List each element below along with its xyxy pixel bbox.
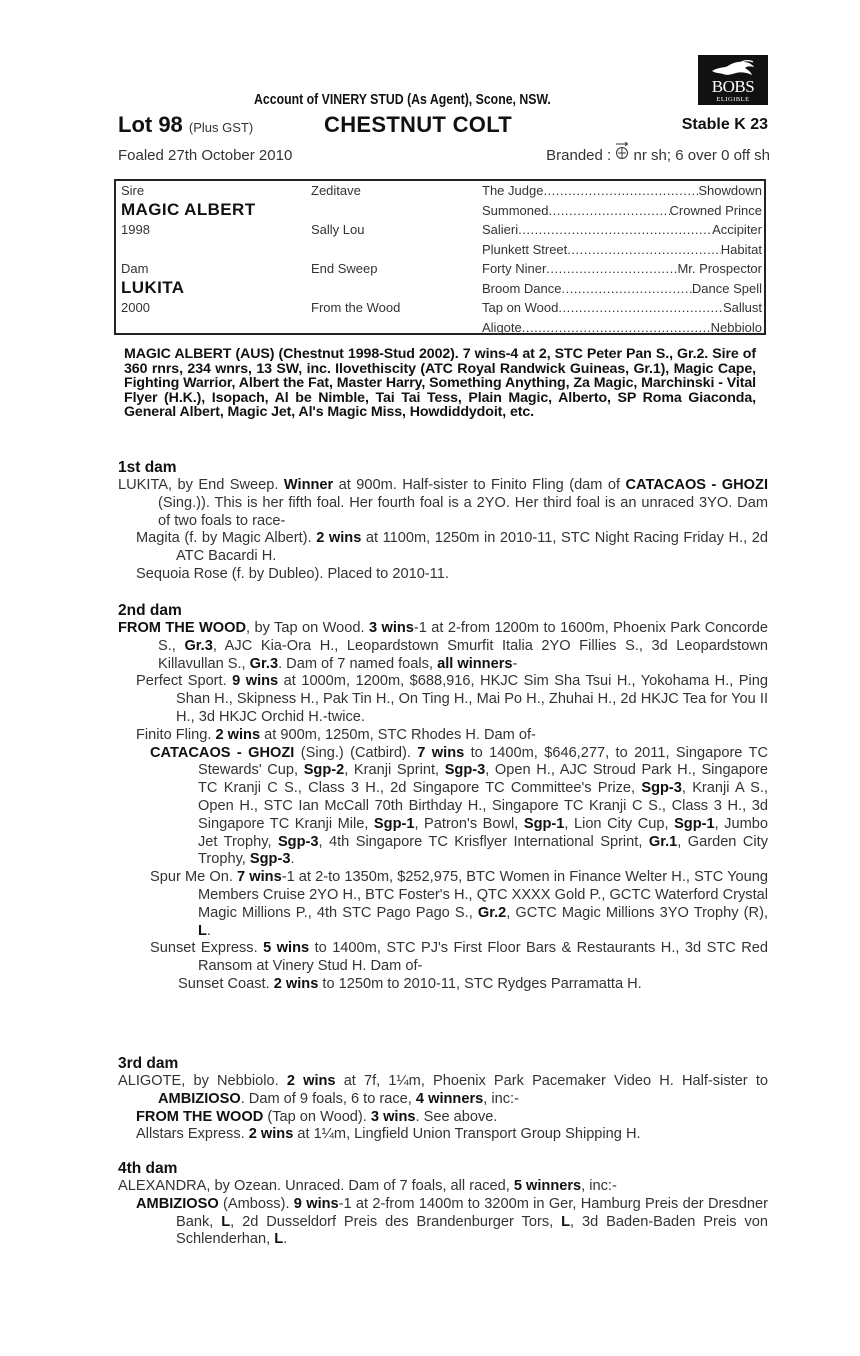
- branded-prefix: Branded :: [546, 147, 612, 164]
- brand-description: [546, 147, 770, 164]
- bobs-eligible-logo: [698, 55, 768, 105]
- gen3-sire: Sallust: [722, 300, 762, 315]
- sire-summary: MAGIC ALBERT (AUS) (Chestnut 1998-Stud 2002). 7 wins-4 at 2, STC Peter Pan S., Gr.2. Sire of 360 rnrs, 234 wnrs, 13 SW, inc. Ilovethiscity (ATC Royal Randwick Guineas, Gr.1), Magic Cape, Fighting Warrior, Albert the Fat, Master Harry, Something Anything, Za Magic, Marchinski - Vital Flyer (H.K.), Isopach, Al be Nimble, Tai Tai Tess, Plain Magic, Alberto, SP Roma Giaconda, General Albert, Magic Jet, Al's Magic Miss, Howdiddydoit, etc.: [124, 346, 756, 420]
- section-heading: 1st dam: [118, 459, 177, 476]
- gen3-sire: Mr. Prospector: [677, 261, 762, 276]
- pedigree-table: [114, 179, 766, 335]
- horse-icon: [710, 59, 756, 79]
- fourth-dam-section: [118, 1160, 768, 1249]
- gen3-row: [482, 320, 762, 335]
- gen3-sire: Showdown: [698, 183, 762, 198]
- great-grandprogeny-entry: Sunset Coast. 2 wins to 1250m to 2010-11, STC Rydges Parramatta H.: [178, 975, 642, 992]
- gen3-row: [482, 203, 762, 218]
- dam-description: ALEXANDRA, by Ozean. Unraced. Dam of 7 foals, all raced, 5 winners, inc:-: [118, 1178, 617, 1194]
- lot-number: [118, 112, 253, 138]
- gen3-sire: Nebbiolo: [710, 319, 762, 335]
- gen3-name: Summoned: [482, 202, 549, 218]
- gen3-row: [482, 183, 762, 198]
- sire-dam: Sally Lou: [311, 222, 365, 237]
- second-dam-section: [118, 602, 768, 994]
- dam-description: LUKITA, by End Sweep. Winner at 900m. Half-sister to Finito Fling (dam of CATACAOS - GHOZI (Sing.)). This is her fifth foal. Her fourth foal is a 2YO. Her third foal is an unraced 3YO. Dam of two foals to race-: [118, 477, 768, 529]
- logo-brand: BOBS: [711, 77, 755, 96]
- section-heading: 3rd dam: [118, 1055, 179, 1072]
- branded-suffix: nr sh; 6 over 0 off sh: [633, 147, 770, 164]
- lot-gst-note: (Plus GST): [188, 120, 254, 135]
- gen3-name: The Judge: [482, 183, 544, 198]
- lot-label: Lot 98: [118, 112, 183, 137]
- progeny-entry: Sequoia Rose (f. by Dubleo). Placed to 2010-11.: [136, 565, 449, 582]
- gen3-name: Broom Dance: [482, 280, 562, 296]
- brand-symbol-icon: [615, 147, 629, 161]
- first-dam-section: [118, 459, 768, 584]
- dam-description: FROM THE WOOD, by Tap on Wood. 3 wins-1 at 2-from 1200m to 1600m, Phoenix Park Concorde S., Gr.3, AJC Kia-Ora H., Leopardstown Smurfit Italia 2YO Fillies S., 3d Leopardstown Killavullan S., Gr.3. Dam of 7 named foals, all winners-: [118, 620, 768, 672]
- grandprogeny-entry: CATACAOS - GHOZI (Sing.) (Catbird). 7 wins to 1400m, $646,277, to 2011, Singapore TC Stewards' Cup, Sgp-2, Kranji Sprint, Sgp-3, Open H., AJC Stroud Park H., Singapore TC Kranji C S., Class 3 H., 2d Singapore TC Committee's Prize, Sgp-3, Kranji A S., Open H., STC Ian McCall 70th Birthday H., Singapore TC Kranji C S., Class 3 H., 3d Singapore TC Kranji Mile, Sgp-1, Patron's Bowl, Sgp-1, Lion City Cup, Sgp-1, Jumbo Jet Trophy, Sgp-3, 4th Singapore TC Krisflyer International Sprint, Gr.1, Garden City Trophy, Sgp-3.: [150, 744, 768, 868]
- gen3-name: Salieri: [482, 222, 519, 237]
- progeny-entry: AMBIZIOSO (Amboss). 9 wins-1 at 2-from 1400m to 3200m in Ger, Hamburg Preis der Dresdner Bank, L, 2d Dusseldorf Preis des Brandenburger Tors, L, 3d Baden-Baden Preis von Schlenderhan, L.: [136, 1195, 768, 1248]
- dam-description: ALIGOTE, by Nebbiolo. 2 wins at 7f, 1¼m, Phoenix Park Pacemaker Video H. Half-sister to AMBIZIOSO. Dam of 9 foals, 6 to race, 4 winners, inc:-: [118, 1073, 768, 1107]
- sire-name: MAGIC ALBERT: [121, 200, 256, 219]
- progeny-entry: Perfect Sport. 9 wins at 1000m, 1200m, $688,916, HKJC Sim Sha Tsui H., Yokohama H., Ping Shan H., Skipness H., Pak Tin H., On Ting H., Mai Po H., Zhuhai H., 2d HKJC Tea for You II H., 3d HKJC Orchid H.-twice.: [136, 673, 769, 725]
- dam-year: 2000: [121, 300, 150, 315]
- sire-year: 1998: [121, 222, 150, 237]
- grandprogeny-entry: Spur Me On. 7 wins-1 at 2-to 1350m, $252,975, BTC Women in Finance Welter H., STC Young Members Cruise 2YO H., BTC Foster's H., QTC XXXX Gold P., GCTC Waterford Crystal Magic Millions P., 4th STC Pago Pago S., Gr.2, GCTC Magic Millions 3YO Trophy (R), L.: [150, 869, 768, 939]
- dam-dam: From the Wood: [311, 300, 401, 315]
- progeny-entry: Allstars Express. 2 wins at 1¼m, Lingfield Union Transport Group Shipping H.: [136, 1126, 641, 1143]
- gen3-sire: Accipiter: [712, 222, 762, 237]
- vendor-account: Account of VINERY STUD (As Agent), Scone, NSW.: [254, 91, 551, 108]
- sire-label: Sire: [121, 183, 145, 198]
- gen3-row: [482, 242, 762, 257]
- gen3-sire: Crowned Prince: [669, 202, 762, 218]
- gen3-sire: Dance Spell: [691, 280, 762, 296]
- progeny-entry: Magita (f. by Magic Albert). 2 wins at 1100m, 1250m in 2010-11, STC Night Racing Friday H., 2d ATC Bacardi H.: [136, 530, 768, 565]
- third-dam-section: [118, 1055, 768, 1144]
- gen3-name: Tap on Wood: [482, 300, 559, 315]
- grandprogeny-entry: Sunset Express. 5 wins to 1400m, STC PJ's First Floor Bars & Restaurants H., 3d STC Red Ransom at Vinery Stud H. Dam of-: [150, 940, 768, 975]
- gen3-row: [482, 300, 762, 315]
- gen3-name: Aligote: [482, 319, 522, 335]
- sire-sire: Zeditave: [311, 183, 361, 198]
- gen3-sire: Habitat: [720, 241, 762, 257]
- section-heading: 2nd dam: [118, 602, 182, 619]
- gen3-row: [482, 222, 762, 237]
- lot-line: [118, 112, 768, 140]
- logo-sub: ELIGIBLE: [716, 96, 750, 103]
- gen3-name: Plunkett Street: [482, 241, 568, 257]
- gen3-name: Forty Niner: [482, 261, 547, 276]
- gen3-row: [482, 281, 762, 296]
- progeny-entry: FROM THE WOOD (Tap on Wood). 3 wins. See above.: [136, 1108, 498, 1125]
- dam-name: LUKITA: [121, 278, 185, 297]
- section-heading: 4th dam: [118, 1160, 178, 1177]
- gen3-row: [482, 261, 762, 276]
- stable-number: Stable K 23: [681, 116, 768, 133]
- dam-sire: End Sweep: [311, 261, 378, 276]
- progeny-entry: Finito Fling. 2 wins at 900m, 1250m, STC Rhodes H. Dam of-: [136, 726, 536, 743]
- colour-sex: CHESTNUT COLT: [324, 112, 513, 137]
- foaled-date: Foaled 27th October 2010: [118, 147, 293, 164]
- dam-label: Dam: [121, 261, 149, 276]
